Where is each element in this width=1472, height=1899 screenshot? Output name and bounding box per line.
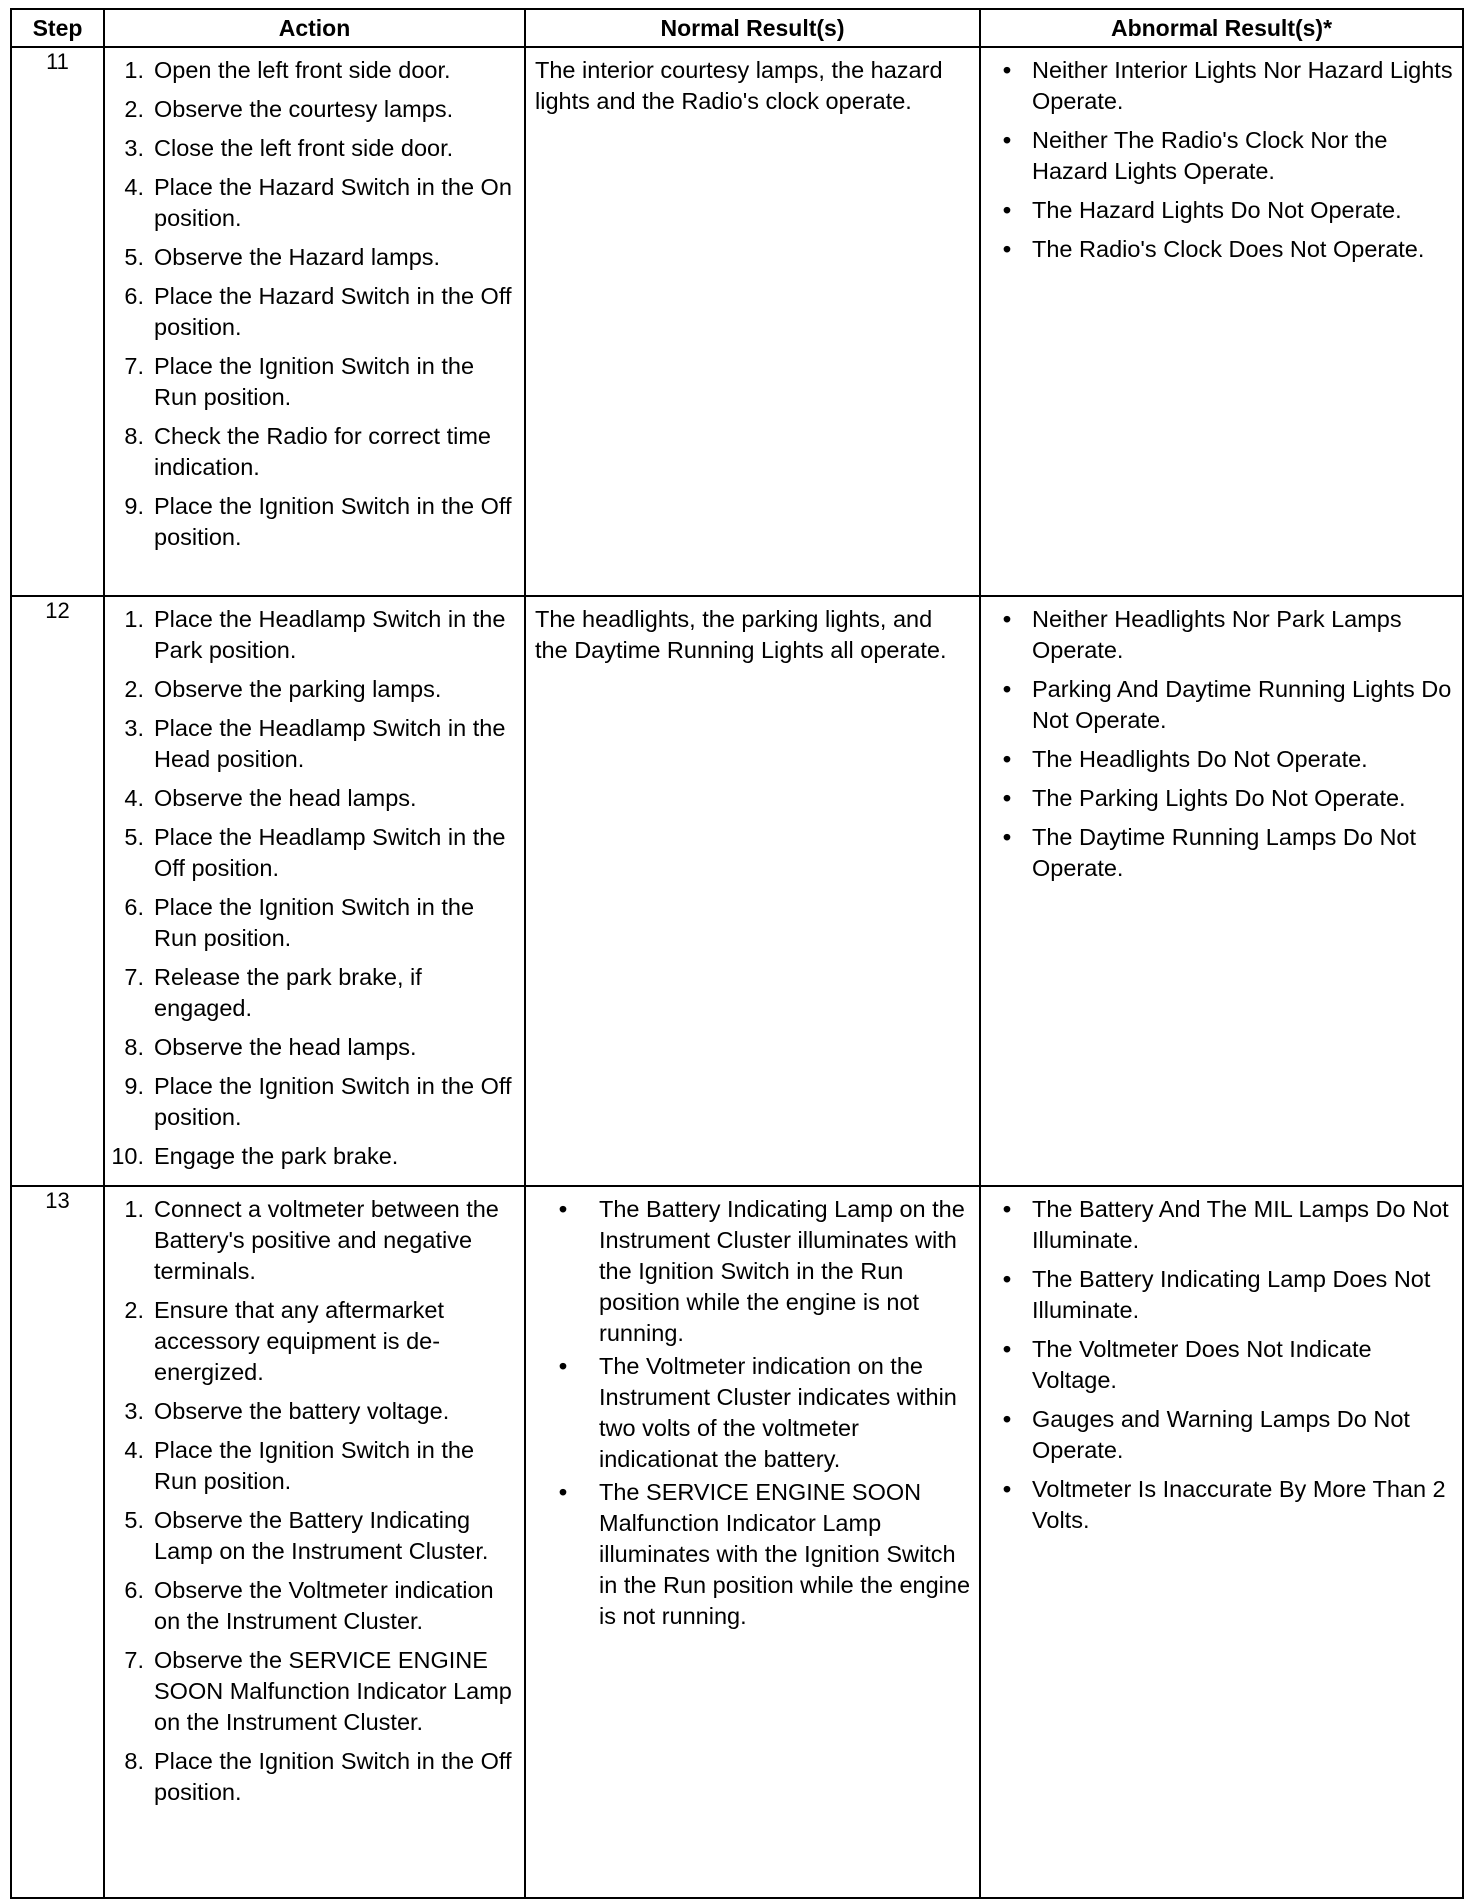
list-item [106, 94, 517, 125]
item-text: The Parking Lights Do Not Operate. [1032, 785, 1406, 811]
list-item [106, 822, 517, 884]
step-number: 12 [11, 596, 104, 1186]
bullet-icon: • [1002, 1476, 1012, 1502]
item-number: 8. [124, 423, 144, 449]
action-list [106, 49, 523, 565]
item-text: Observe the courtesy lamps. [154, 96, 454, 122]
bullet-icon: • [1002, 606, 1012, 632]
item-text: Place the Headlamp Switch in the Head position. [154, 715, 506, 772]
bullet-icon: • [1002, 57, 1012, 83]
list-item [982, 1404, 1455, 1466]
item-text: Place the Ignition Switch in the Run position. [154, 894, 475, 951]
item-text: Neither Interior Lights Nor Hazard Lights Operate. [1032, 57, 1453, 114]
normal-result-text: The interior courtesy lamps, the hazard lights and the Radio's clock operate. [535, 57, 943, 114]
item-text: Observe the SERVICE ENGINE SOON Malfunction Indicator Lamp on the Instrument Cluster. [154, 1647, 512, 1735]
abnormal-result-cell [980, 47, 1463, 596]
list-item [982, 604, 1455, 666]
action-cell [104, 47, 525, 596]
item-number: 2. [124, 96, 144, 122]
bullet-icon: • [1002, 785, 1012, 811]
item-number: 4. [124, 174, 144, 200]
item-text: Voltmeter Is Inaccurate By More Than 2 Volts. [1032, 1476, 1446, 1533]
list-item [982, 674, 1455, 736]
item-text: The Battery And The MIL Lamps Do Not Illuminate. [1032, 1196, 1449, 1253]
list-item [527, 1351, 972, 1475]
item-text: Engage the park brake. [154, 1143, 399, 1169]
header-row [11, 9, 1463, 47]
list-item [527, 1194, 972, 1349]
list-item [106, 1396, 517, 1427]
list-item [982, 234, 1455, 265]
item-text: Observe the Voltmeter indication on the Instrument Cluster. [154, 1577, 494, 1634]
action-list [106, 1188, 523, 1820]
bullet-icon: • [1002, 746, 1012, 772]
item-text: Observe the battery voltage. [154, 1398, 450, 1424]
action-list [106, 598, 523, 1184]
item-text: Place the Headlamp Switch in the Off position. [154, 824, 506, 881]
item-text: Place the Headlamp Switch in the Park position. [154, 606, 506, 663]
bullet-icon: • [1002, 236, 1012, 262]
list-item [106, 351, 517, 413]
list-item [106, 1645, 517, 1738]
item-number: 3. [124, 135, 144, 161]
table-row [11, 47, 1463, 596]
bullet-icon: • [1002, 197, 1012, 223]
item-text: Place the Hazard Switch in the Off position. [154, 283, 512, 340]
item-text: Connect a voltmeter between the Battery's positive and negative terminals. [154, 1196, 499, 1284]
action-cell [104, 596, 525, 1186]
list-item [106, 1141, 517, 1172]
item-number: 7. [124, 353, 144, 379]
list-item [106, 1071, 517, 1133]
item-text: The Voltmeter indication on the Instrument Cluster indicates within two volts of the voltmeter indicationat the battery. [599, 1353, 957, 1472]
table-row [11, 1186, 1463, 1898]
item-number: 7. [124, 1647, 144, 1673]
item-number: 1. [124, 57, 144, 83]
diagnostic-table [10, 8, 1464, 1899]
item-text: Place the Ignition Switch in the Run position. [154, 353, 475, 410]
list-item [106, 1746, 517, 1808]
step-number: 13 [11, 1186, 104, 1898]
item-number: 9. [124, 1073, 144, 1099]
bullet-icon: • [1002, 127, 1012, 153]
item-number: 5. [124, 824, 144, 850]
item-text: The Hazard Lights Do Not Operate. [1032, 197, 1402, 223]
list-item [106, 1505, 517, 1567]
item-text: Place the Ignition Switch in the Off position. [154, 1748, 512, 1805]
list-item [106, 133, 517, 164]
item-text: Release the park brake, if engaged. [154, 964, 422, 1021]
abnormal-result-cell [980, 596, 1463, 1186]
list-item [106, 1032, 517, 1063]
item-number: 1. [124, 1196, 144, 1222]
bullet-icon: • [1002, 1266, 1012, 1292]
item-text: Neither The Radio's Clock Nor the Hazard Lights Operate. [1032, 127, 1388, 184]
list-item [982, 1334, 1455, 1396]
abnormal-result-cell [980, 1186, 1463, 1898]
list-item [106, 281, 517, 343]
item-text: The Battery Indicating Lamp on the Instrument Cluster illuminates with the Ignition Switch in the Run position while the engine is not running. [599, 1196, 965, 1346]
item-text: Place the Hazard Switch in the On position. [154, 174, 512, 231]
bullet-icon: • [1002, 824, 1012, 850]
abnormal-list [982, 1188, 1461, 1548]
item-text: Close the left front side door. [154, 135, 454, 161]
item-text: Place the Ignition Switch in the Off position. [154, 1073, 512, 1130]
item-number: 5. [124, 1507, 144, 1533]
list-item [106, 1575, 517, 1637]
item-number: 6. [124, 1577, 144, 1603]
item-text: Open the left front side door. [154, 57, 451, 83]
bullet-icon: • [558, 1353, 568, 1379]
bullet-icon: • [558, 1196, 568, 1222]
normal-list [527, 1188, 978, 1638]
abnormal-list [982, 49, 1461, 277]
list-item [982, 822, 1455, 884]
item-text: Place the Ignition Switch in the Off position. [154, 493, 512, 550]
item-text: The Voltmeter Does Not Indicate Voltage. [1032, 1336, 1372, 1393]
list-item [106, 172, 517, 234]
list-item [106, 892, 517, 954]
header-step: Step [11, 9, 104, 47]
normal-result-cell [525, 1186, 980, 1898]
list-item [982, 1194, 1455, 1256]
list-item [106, 962, 517, 1024]
item-text: Ensure that any aftermarket accessory equipment is de-energized. [154, 1297, 444, 1385]
abnormal-list [982, 598, 1461, 896]
list-item [982, 744, 1455, 775]
item-text: The Radio's Clock Does Not Operate. [1032, 236, 1425, 262]
item-number: 2. [124, 1297, 144, 1323]
item-number: 9. [124, 493, 144, 519]
list-item [982, 55, 1455, 117]
list-item [106, 1194, 517, 1287]
item-text: Observe the Battery Indicating Lamp on the Instrument Cluster. [154, 1507, 489, 1564]
item-number: 3. [124, 715, 144, 741]
item-text: Place the Ignition Switch in the Run position. [154, 1437, 475, 1494]
item-number: 2. [124, 676, 144, 702]
step-number: 11 [11, 47, 104, 596]
item-text: Check the Radio for correct time indication. [154, 423, 491, 480]
diagnostic-table-sheet [10, 8, 1462, 1899]
list-item [982, 783, 1455, 814]
item-text: Observe the head lamps. [154, 785, 417, 811]
item-text: The Daytime Running Lamps Do Not Operate. [1032, 824, 1417, 881]
item-text: Gauges and Warning Lamps Do Not Operate. [1032, 1406, 1410, 1463]
item-text: The SERVICE ENGINE SOON Malfunction Indicator Lamp illuminates with the Ignition Switch in the Run position while the engine is not running. [599, 1479, 971, 1629]
list-item [982, 195, 1455, 226]
list-item [106, 491, 517, 553]
item-number: 4. [124, 785, 144, 811]
list-item [106, 1295, 517, 1388]
bullet-icon: • [1002, 1196, 1012, 1222]
list-item [106, 55, 517, 86]
list-item [106, 674, 517, 705]
item-number: 7. [124, 964, 144, 990]
normal-result-text: The headlights, the parking lights, and the Daytime Running Lights all operate. [535, 606, 947, 663]
bullet-icon: • [1002, 676, 1012, 702]
item-number: 1. [124, 606, 144, 632]
normal-result-cell [525, 47, 980, 596]
item-number: 3. [124, 1398, 144, 1424]
list-item [106, 604, 517, 666]
action-cell [104, 1186, 525, 1898]
item-text: The Battery Indicating Lamp Does Not Illuminate. [1032, 1266, 1431, 1323]
list-item [527, 1477, 972, 1632]
item-number: 4. [124, 1437, 144, 1463]
list-item [106, 713, 517, 775]
item-text: Observe the Hazard lamps. [154, 244, 441, 270]
normal-result-cell [525, 596, 980, 1186]
item-text: Observe the head lamps. [154, 1034, 417, 1060]
item-text: Neither Headlights Nor Park Lamps Operate. [1032, 606, 1402, 663]
table-row [11, 596, 1463, 1186]
item-number: 8. [124, 1748, 144, 1774]
list-item [106, 421, 517, 483]
list-item [982, 1264, 1455, 1326]
item-number: 10. [111, 1143, 144, 1169]
item-text: Observe the parking lamps. [154, 676, 442, 702]
item-text: The Headlights Do Not Operate. [1032, 746, 1368, 772]
header-abnormal-results: Abnormal Result(s)* [980, 9, 1463, 47]
item-number: 5. [124, 244, 144, 270]
list-item [982, 125, 1455, 187]
bullet-icon: • [1002, 1336, 1012, 1362]
bullet-icon: • [1002, 1406, 1012, 1432]
list-item [982, 1474, 1455, 1536]
item-number: 6. [124, 283, 144, 309]
list-item [106, 783, 517, 814]
header-normal-results: Normal Result(s) [525, 9, 980, 47]
header-action: Action [104, 9, 525, 47]
list-item [106, 242, 517, 273]
item-number: 8. [124, 1034, 144, 1060]
list-item [106, 1435, 517, 1497]
item-text: Parking And Daytime Running Lights Do Not Operate. [1032, 676, 1452, 733]
bullet-icon: • [558, 1479, 568, 1505]
item-number: 6. [124, 894, 144, 920]
